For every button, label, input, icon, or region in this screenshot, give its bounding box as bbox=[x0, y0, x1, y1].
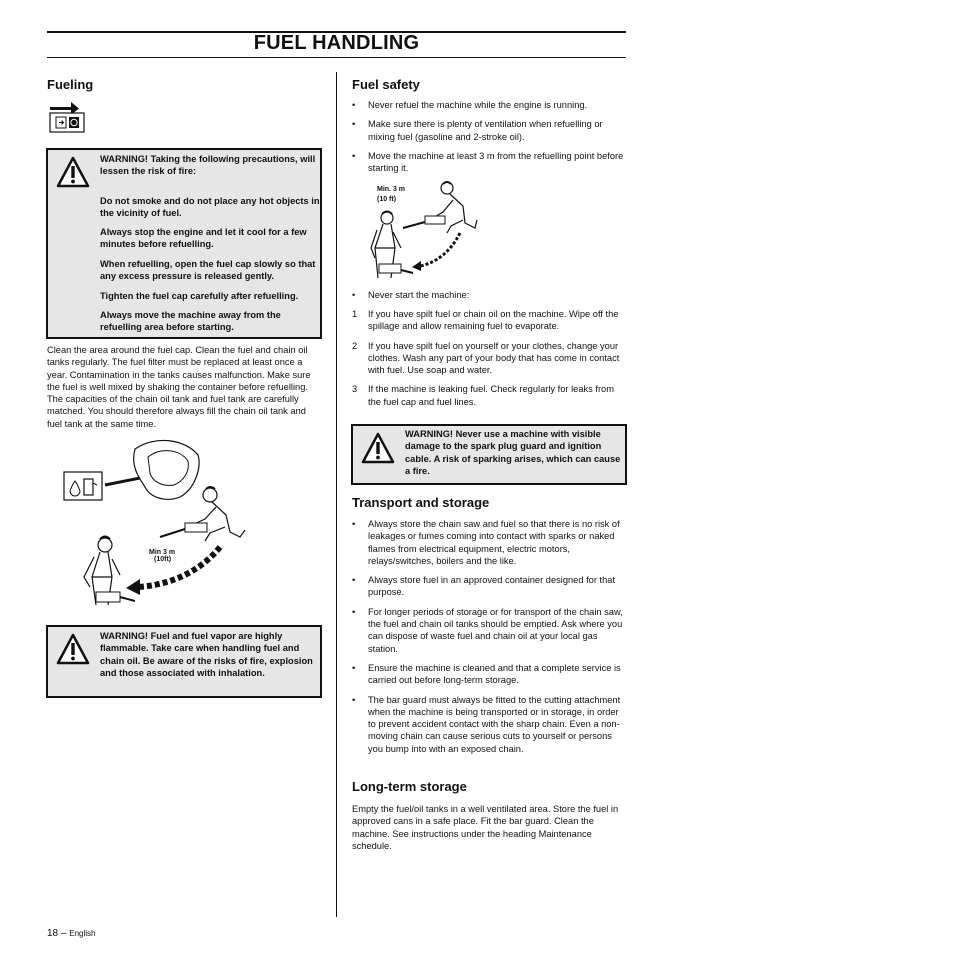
never-start-list bbox=[352, 289, 626, 308]
flammable-warning-box bbox=[46, 625, 322, 698]
list-item: 2 If you have spilt fuel on yourself or your clothes, change your clothes. Wash any part of your body that has come in contact with fuel. Use soap and water. bbox=[352, 340, 620, 376]
list-item: • Never refuel the machine while the engine is running. bbox=[352, 99, 626, 111]
warning-line-6: Always move the machine away from the refuelling area before starting. bbox=[100, 310, 281, 333]
warning-line-3: Always stop the engine and let it cool for a few minutes before refuelling. bbox=[100, 227, 307, 250]
warning-line-4: When refuelling, open the fuel cap slowly so that any excess pressure is released gently. bbox=[100, 259, 316, 282]
list-item: 3 If the machine is leaking fuel. Check regularly for leaks from the fuel cap and fuel lines. bbox=[352, 384, 614, 407]
page-title: FUEL HANDLING bbox=[253, 32, 420, 54]
page-number: 18 – bbox=[47, 928, 67, 939]
warning-line-5: Tighten the fuel cap carefully after refuelling. bbox=[100, 291, 299, 301]
fire-warning-box bbox=[46, 148, 322, 339]
distance-label-2: (10ft) bbox=[154, 556, 172, 563]
list-item: 1 If you have spilt fuel or chain oil on the machine. Wipe off the spillage and allow remaining fuel to evaporate. bbox=[352, 309, 619, 332]
longterm-paragraph: Empty the fuel/oil tanks in a well ventilated area. Store the fuel in approved cans in a safe place. Fit the bar guard. Clean the machine. See instructions under the heading Maintenance schedule. bbox=[352, 804, 619, 851]
column-divider bbox=[336, 72, 337, 917]
longterm-heading: Long-term storage bbox=[352, 779, 467, 794]
list-item: • Always store fuel in an approved container designed for that purpose. bbox=[352, 574, 626, 599]
list-item: • The bar guard must always be fitted to the cutting attachment when the machine is being transported or in storage, in order to prevent accident contact with the sharp chain. Even a non-moving chain can cause serious cuts to yourself or persons you bump into with an exposed chain. bbox=[352, 694, 626, 755]
fuel-safety-list bbox=[352, 99, 626, 181]
list-item: • For longer periods of storage or for transport of the chain saw, the fuel and chain oil tanks should be emptied. Ask where you can dispose of waste fuel and chain oil at your local gas station. bbox=[352, 606, 626, 655]
fueling-heading: Fueling bbox=[47, 77, 94, 92]
list-item: • Never start the machine: bbox=[352, 289, 626, 301]
footer-language: English bbox=[69, 929, 96, 938]
warning-triangle-icon bbox=[361, 432, 395, 464]
warning-line-1: WARNING! Taking the following precautions, will lessen the risk of fire: bbox=[100, 154, 316, 177]
spark-warning-box bbox=[351, 424, 627, 485]
list-item: • Always store the chain saw and fuel so that there is no risk of leakages or fumes coming into contact with sparks or naked flames from electrical equipment, electric motors, relays/switches, boilers and the like. bbox=[352, 518, 626, 567]
never-start-numbered-list bbox=[352, 308, 626, 415]
warning-line-2: Do not smoke and do not place any hot objects in the vicinity of fuel. bbox=[100, 196, 320, 219]
list-item: • Ensure the machine is cleaned and that a complete service is carried out before long-term storage. bbox=[352, 662, 626, 687]
fuel-arrow-symbol-icon bbox=[47, 100, 89, 136]
flammable-warning-text: WARNING! Fuel and fuel vapor are highly flammable. Take care when handling fuel and chain oil. Be aware of the risks of fire, explosion and those associated with inhalation. bbox=[100, 631, 313, 678]
transport-list bbox=[352, 518, 626, 762]
title-underline bbox=[47, 57, 626, 58]
warning-triangle-icon bbox=[56, 156, 90, 188]
fuel-cap-paragraph: Clean the area around the fuel cap. Clean the fuel and chain oil tanks regularly. The fuel filter must be replaced at least once a year. Contamination in the tanks causes malfunction. Make sure the fuel is well mixed by shaking the container before refuelling. The capacities of the chain oil tank and fuel tank are carefully matched. You should therefore always fill the chain oil tank and fuel tank at the same time. bbox=[47, 345, 311, 429]
distance-label-2: (10 ft) bbox=[377, 196, 397, 203]
list-item: • Move the machine at least 3 m from the refuelling point before starting it. bbox=[352, 150, 626, 175]
warning-triangle-icon bbox=[56, 633, 90, 665]
distance-label-1: Min 3 m bbox=[149, 549, 176, 556]
fuel-safety-heading: Fuel safety bbox=[352, 77, 420, 92]
start-distance-illustration bbox=[365, 178, 485, 284]
spark-warning-text: WARNING! Never use a machine with visible damage to the spark plug guard and ignition cable. A risk of sparking arises, which can cause a fire. bbox=[405, 429, 621, 476]
distance-label-1: Min. 3 m bbox=[377, 186, 406, 193]
list-item: • Make sure there is plenty of ventilation when refuelling or mixing fuel (gasoline and 2-stroke oil). bbox=[352, 118, 626, 143]
transport-heading: Transport and storage bbox=[352, 495, 490, 510]
page-footer bbox=[47, 928, 96, 939]
refuel-distance-illustration bbox=[60, 437, 260, 617]
